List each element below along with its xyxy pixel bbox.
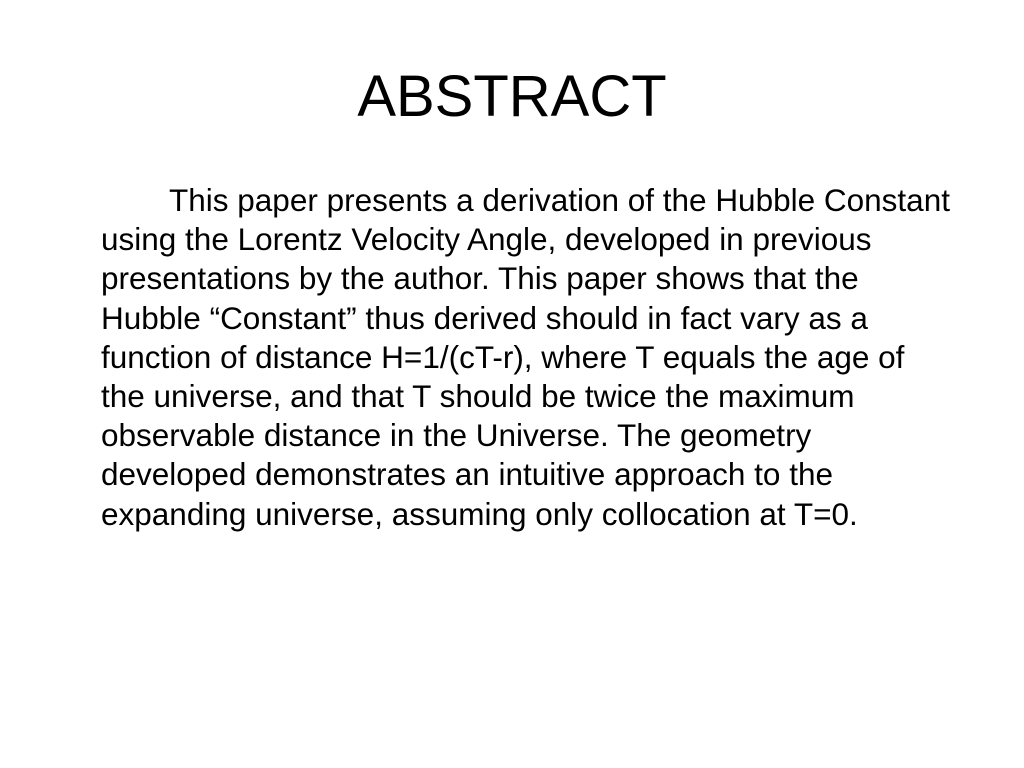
slide-title: ABSTRACT	[357, 64, 667, 129]
abstract-paragraph: This paper presents a derivation of the Hubble Constant using the Lorentz Velocity Angle, developed in previous presentations by the author. This paper shows that the Hubble “Constant” thus derived should in fact vary as a function of distance H=1/(cT-r), where T equals the age of the universe, and that T should be twice the maximum observable distance in the Universe. The geometry developed demonstrates an intuitive approach to the expanding universe, assuming only collocation at T=0.	[101, 182, 950, 532]
